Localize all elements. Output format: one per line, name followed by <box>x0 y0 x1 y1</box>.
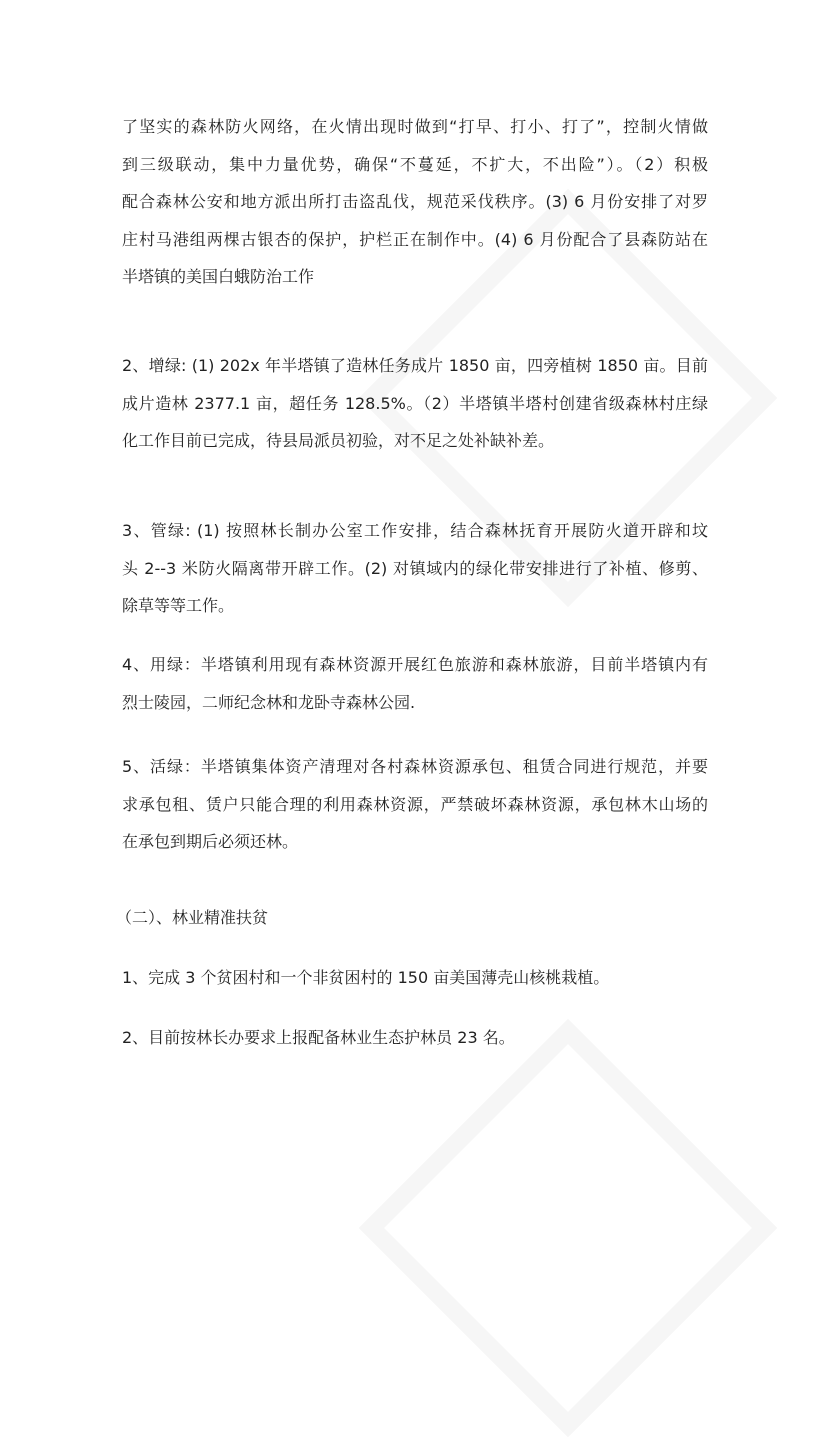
text-line: 成片造林 2377.1 亩，超任务 128.5%。（2）半塔镇半塔村创建省级森林村庄绿 <box>122 393 708 413</box>
text-line: 4、用绿：半塔镇利用现有森林资源开展红色旅游和森林旅游，目前半塔镇内有 <box>122 655 708 674</box>
text-line: 在承包到期后必须还林。 <box>122 832 299 851</box>
text-line: 1、完成 3 个贫困村和一个非贫困村的 150 亩美国薄壳山核桃栽植。 <box>122 968 610 987</box>
text-line: 求承包租、赁户只能合理的利用森林资源，严禁破坏森林资源，承包林木山场的 <box>122 794 708 814</box>
paragraph-item-2-zenglv <box>122 347 708 460</box>
text-line: 到三级联动，集中力量优势，确保“不蔓延，不扩大，不出险”）。（2）积极 <box>122 154 708 174</box>
text-line: 了坚实的森林防火网络，在火情出现时做到“打早、打小、打了”，控制火情做 <box>122 117 708 136</box>
text-line: 半塔镇的美国白蛾防治工作 <box>122 267 315 286</box>
text-line: 配合森林公安和地方派出所打击盗乱伐，规范采伐秩序。(3) 6 月份安排了对罗 <box>122 192 708 211</box>
text-line: 2、目前按林长办要求上报配备林业生态护林员 23 名。 <box>122 1028 515 1047</box>
paragraph-item-5-huolv <box>122 748 708 861</box>
watermark <box>359 1019 778 1437</box>
text-line: 除草等等工作。 <box>122 596 235 615</box>
paragraph-fire-prevention-cont <box>122 108 708 296</box>
paragraph-item-3-guanlv <box>122 512 708 625</box>
paragraph-item-4-yonglv <box>122 646 708 721</box>
text-line: 头 2--3 米防火隔离带开辟工作。(2) 对镇域内的绿化带安排进行了补植、修剪、 <box>122 558 708 578</box>
text-line: 2、增绿: (1) 202x 年半塔镇了造林任务成片 1850 亩，四旁植树 1850 亩。目前 <box>122 356 708 375</box>
paragraph-poverty-item-1 <box>122 959 708 997</box>
text-line: 3、管绿: (1) 按照林长制办公室工作安排，结合森林抚育开展防火道开辟和坟 <box>122 521 708 540</box>
text-line: （二）、林业精准扶贫 <box>116 908 269 927</box>
text-line: 化工作目前已完成，待县局派员初验，对不足之处补缺补差。 <box>122 431 555 450</box>
paragraph-poverty-item-2 <box>122 1019 708 1057</box>
paragraph-section-heading <box>116 899 702 937</box>
text-line: 5、活绿：半塔镇集体资产清理对各村森林资源承包、租赁合同进行规范，并要 <box>122 757 708 776</box>
text-line: 庄村马港组两棵古银杏的保护，护栏正在制作中。(4) 6 月份配合了县森防站在 <box>122 229 708 249</box>
text-line: 烈士陵园，二师纪念林和龙卧寺森林公园. <box>122 692 416 712</box>
